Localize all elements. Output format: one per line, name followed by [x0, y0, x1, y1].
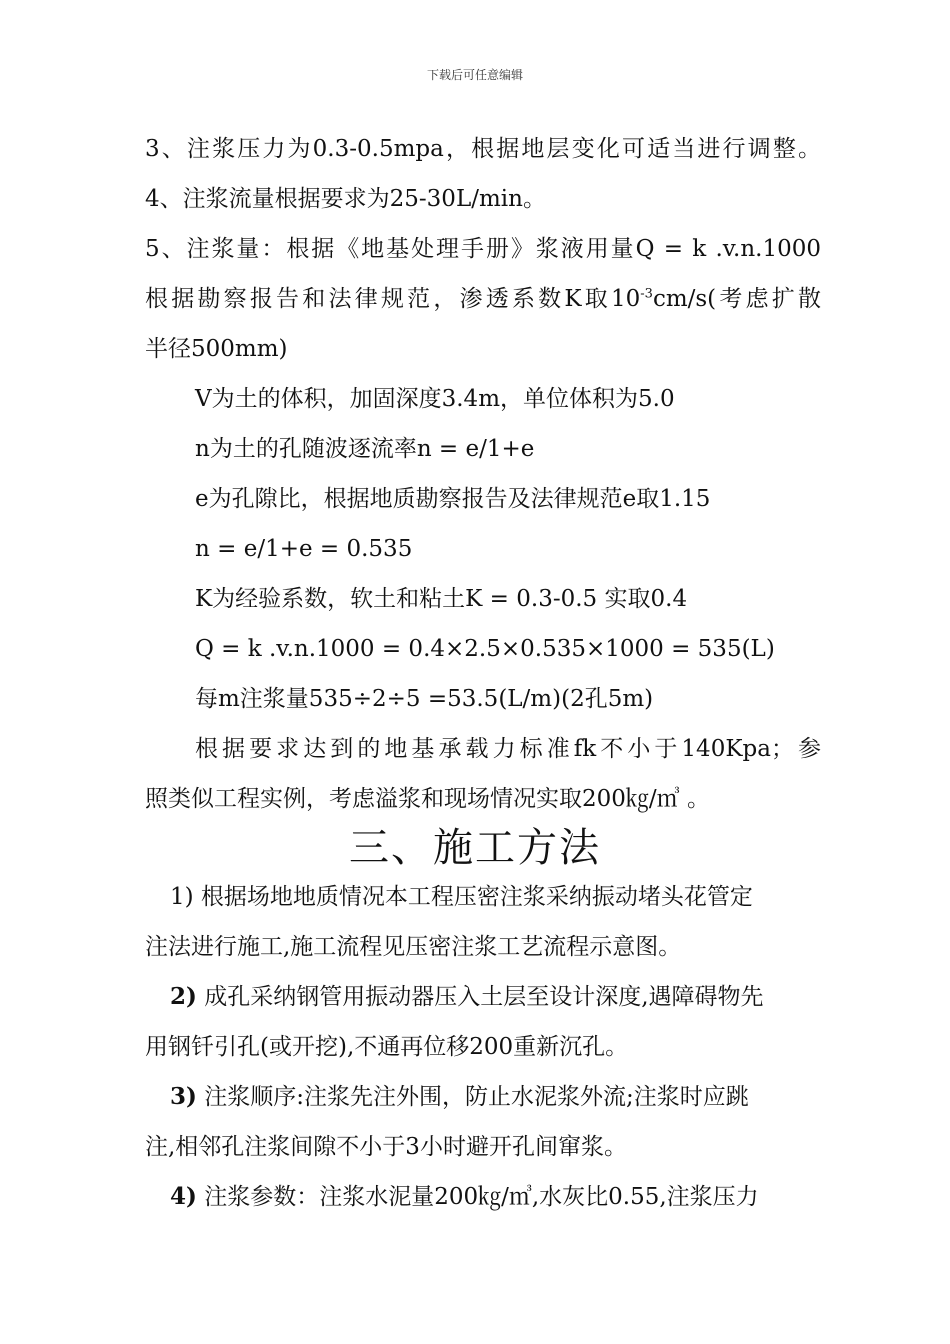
page-header: 下载后可任意编辑: [426, 68, 523, 82]
item-text: 注浆参数：注浆水泥量200㎏/㎥,水灰比0.55,注浆压力: [196, 1184, 759, 1210]
item-number: 2): [170, 983, 197, 1010]
item-text: 根据场地地质情况本工程压密注浆采纳振动堵头花管定: [193, 884, 753, 910]
paragraph-line: 每m注浆量535÷2÷5 =53.5(L/m)(2孔5m): [195, 686, 654, 712]
section-heading: 三、施工方法: [349, 825, 601, 871]
paragraph-line: 照类似工程实例，考虑溢浆和现场情况实取200㎏/㎥ 。: [145, 786, 710, 812]
list-item-line: [170, 882, 753, 912]
paragraph-line: K为经验系数，软土和粘土K = 0.3-0.5 实取0.4: [195, 586, 688, 612]
item-number: 3): [170, 1083, 197, 1110]
list-item-line: 注,相邻孔注浆间隙不小于3小时避开孔间窜浆。: [145, 1134, 627, 1160]
list-item-line: 注法进行施工,施工流程见压密注浆工艺流程示意图。: [145, 934, 682, 960]
paragraph-line: n = e/1+e = 0.535: [195, 536, 413, 562]
list-item-line: [170, 1082, 749, 1112]
paragraph-line: Q = k .v.n.1000 = 0.4×2.5×0.535×1000 = 535(L): [195, 636, 775, 662]
paragraph-line: n为土的孔随波逐流率n = e/1+e: [195, 436, 535, 462]
paragraph-line: [145, 284, 821, 314]
paragraph-line: 4、注浆流量根据要求为25-30L/min。: [145, 186, 546, 212]
item-number: 1): [170, 884, 194, 910]
paragraph-line: 5、注浆量：根据《地基处理手册》浆液用量Q = k .v.n.1000: [145, 236, 821, 262]
paragraph-line: V为土的体积，加固深度3.4m，单位体积为5.0: [195, 386, 675, 412]
item-text: 成孔采纳钢管用振动器压入土层至设计深度,遇障碍物先: [196, 984, 764, 1010]
list-item-line: [170, 982, 764, 1012]
text-run: 根据勘察报告和法律规范，渗透系数K取10: [145, 286, 641, 312]
list-item-line: 用钢钎引孔(或开挖),不通再位移200重新沉孔。: [145, 1034, 629, 1060]
item-text: 注浆顺序:注浆先注外围，防止水泥浆外流;注浆时应跳: [196, 1084, 749, 1110]
paragraph-line: 半径500mm): [145, 336, 288, 362]
item-number: 4): [170, 1183, 197, 1210]
list-item-line: [170, 1182, 759, 1212]
paragraph-line: 根据要求达到的地基承载力标准fk不小于140Kpa；参: [195, 736, 821, 762]
text-run: cm/s(考虑扩散: [652, 286, 822, 312]
paragraph-line: e为孔隙比，根据地质勘察报告及法律规范e取1.15: [195, 486, 711, 512]
superscript: -3: [640, 286, 653, 302]
paragraph-line: 3、注浆压力为0.3-0.5mpa，根据地层变化可适当进行调整。: [145, 136, 821, 162]
